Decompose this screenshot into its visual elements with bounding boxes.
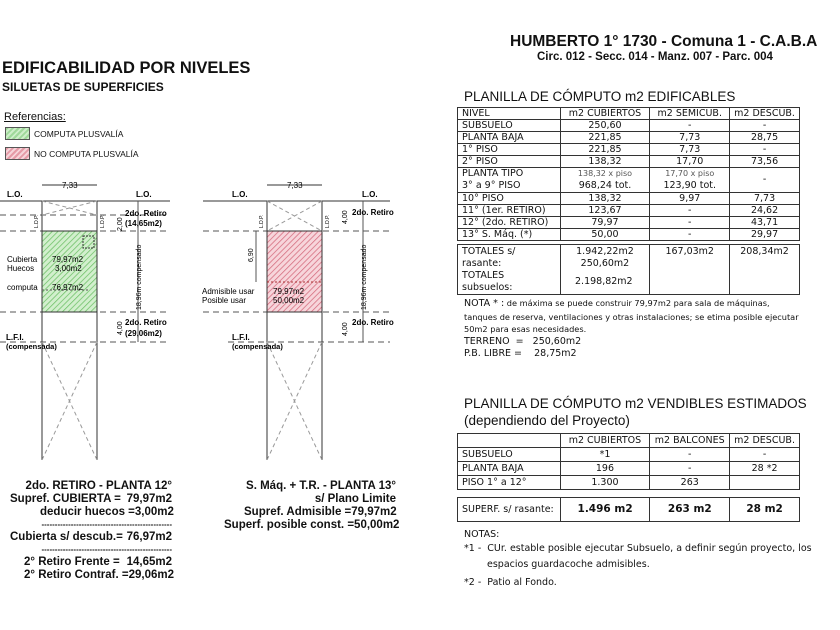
totals-label: TOTALES subsuelos:: [462, 270, 513, 293]
separator: -------------------------------------------------: [41, 545, 172, 554]
svg-text:79,97m2: 79,97m2: [273, 287, 305, 296]
cell-line: 123,90 tot.: [663, 180, 717, 191]
table-cell: -: [730, 448, 800, 462]
table-cell: 138,32: [560, 193, 650, 205]
table-cell: 2° PISO: [458, 156, 561, 168]
legend-label-red: NO COMPUTA PLUSVALÍA: [34, 149, 139, 159]
totals-value: 1.942,22m2: [576, 246, 634, 257]
table-cell: 263: [650, 476, 730, 490]
svg-text:76,97m2: 76,97m2: [52, 283, 84, 292]
table-cell: 250,60: [560, 120, 650, 132]
summary-label: Supref. Admisible =: [244, 506, 352, 518]
table-edificables: [457, 107, 800, 241]
table-cell: -: [650, 120, 730, 132]
svg-text:7,33: 7,33: [62, 181, 78, 190]
summary-label: Supref. CUBIERTA =: [10, 493, 121, 505]
table-cell: -: [650, 229, 730, 241]
table-row: [458, 156, 800, 168]
table-cell: 17,70: [650, 156, 730, 168]
table-cell: 123,67: [560, 205, 650, 217]
summary-title: 2do. RETIRO - PLANTA 12°: [25, 480, 172, 492]
cell-line: -: [762, 174, 767, 185]
page-subtitle: SILUETAS DE SUPERFICIES: [2, 80, 164, 94]
terreno: TERRENO = 250,60m2: [464, 336, 582, 347]
svg-text:(29,06m2): (29,06m2): [125, 329, 162, 338]
table2-title: PLANILLA DE CÓMPUTO m2 VENDIBLES ESTIMADOS: [464, 396, 807, 411]
table-cell: 1° PISO: [458, 144, 561, 156]
svg-text:L.O.: L.O.: [7, 190, 23, 199]
svg-text:L.D.P.: L.D.P.: [259, 214, 265, 228]
svg-text:4,00: 4,00: [342, 210, 349, 224]
table-cell: 196: [560, 462, 650, 476]
table-cell: -: [650, 217, 730, 229]
table-cell: PLANTA BAJA: [458, 462, 561, 476]
table-cell: m2 CUBIERTOS: [560, 434, 650, 448]
svg-text:6,90: 6,90: [248, 248, 255, 262]
legend-title: Referencias:: [4, 111, 66, 123]
table-cell: 29,97: [730, 229, 800, 241]
nota: [464, 297, 804, 336]
table-cell: m2 SEMICUB.: [650, 108, 730, 120]
summary-label: Superf. posible const. =: [224, 519, 355, 531]
table-row: [458, 205, 800, 217]
cell-line: PLANTA TIPO: [462, 168, 524, 179]
table2-subtitle: (dependiendo del Proyecto): [464, 413, 630, 428]
nota-1-cont: espacios guardacoche admisibles.: [487, 559, 650, 570]
table-cell: *1: [560, 448, 650, 462]
table-cell: 11° (1er. RETIRO): [458, 205, 561, 217]
svg-text:18,96m compensado: 18,96m compensado: [136, 244, 143, 310]
totals-value: 1.496 m2: [560, 498, 650, 522]
svg-text:2,00: 2,00: [117, 217, 124, 231]
summary-value: 76,97m2: [126, 531, 172, 543]
separator: -------------------------------------------------: [41, 520, 172, 529]
svg-text:Huecos: Huecos: [7, 264, 35, 273]
table-cell: [730, 168, 800, 193]
table-row: [458, 132, 800, 144]
table-cell: SUBSUELO: [458, 448, 561, 462]
totals-label: TOTALES s/ rasante:: [462, 246, 516, 269]
svg-text:Cubierta: Cubierta: [7, 255, 38, 264]
nota-text: de máxima se puede construir 79,97m2 para sala de máquinas, tanques de reserva, ventilaciones y otras instalaciones; se etima posible ejecutar 50m2 para esas necesidades.: [464, 298, 799, 334]
property-title: HUMBERTO 1° 1730 - Comuna 1 - C.A.B.A: [510, 33, 818, 50]
table-cell: 12° (2do. RETIRO): [458, 217, 561, 229]
table-cell: NIVEL: [458, 108, 561, 120]
table-row: [458, 193, 800, 205]
nota-1: *1 - CUr. estable posible ejecutar Subsuelo, a definir según proyecto, los: [464, 543, 812, 554]
table-row: [458, 108, 800, 120]
svg-text:2do. Retiro: 2do. Retiro: [352, 208, 394, 217]
table-cell: PLANTA BAJA: [458, 132, 561, 144]
cell-line: 3° a 9° PISO: [462, 180, 521, 191]
table-row: [458, 168, 800, 193]
table-cell: PISO 1° a 12°: [458, 476, 561, 490]
page-title: EDIFICABILIDAD POR NIVELES: [2, 59, 251, 77]
table-row: [458, 476, 800, 490]
svg-text:2do. Retiro: 2do. Retiro: [125, 209, 167, 218]
notas-title: NOTAS:: [464, 529, 500, 540]
grand-total: 2.198,82m2: [575, 276, 633, 287]
table-cell: [650, 168, 730, 193]
table-row: [458, 120, 800, 132]
cell-line: 17,70 x piso: [665, 169, 715, 178]
silhouette-drawings: [0, 170, 420, 470]
summary-label: Cubierta s/ descub.=: [10, 531, 123, 543]
totals-value: 250,60m2: [580, 258, 630, 269]
table-cell: m2 CUBIERTOS: [560, 108, 650, 120]
svg-text:(compensada): (compensada): [6, 342, 57, 351]
table-cell: 9,97: [650, 193, 730, 205]
nota-2: *2 - Patio al Fondo.: [464, 577, 557, 588]
svg-text:L.F.I.: L.F.I.: [6, 333, 24, 342]
cadastral-reference: Circ. 012 - Secc. 014 - Manz. 007 - Parc. 004: [537, 51, 773, 63]
table-cell: 73,56: [730, 156, 800, 168]
table-cell: [560, 168, 650, 193]
svg-text:L.D.P.: L.D.P.: [325, 214, 331, 228]
svg-text:L.O.: L.O.: [136, 190, 152, 199]
summary-value: 50,00m2: [354, 519, 400, 531]
table-row: [458, 144, 800, 156]
table-cell: 1.300: [560, 476, 650, 490]
nota-label: NOTA * :: [464, 298, 505, 309]
table-cell: 7,73: [650, 144, 730, 156]
legend-swatch-green: [5, 127, 30, 140]
summary-title: S. Máq. + T.R. - PLANTA 13°: [246, 480, 396, 492]
table-cell: 10° PISO: [458, 193, 561, 205]
pb-libre: P.B. LIBRE = 28,75m2: [464, 348, 577, 359]
table-cell: -: [650, 205, 730, 217]
table-cell: m2 DESCUB.: [730, 108, 800, 120]
svg-text:L.D.P.: L.D.P.: [34, 214, 40, 228]
table-row: [458, 462, 800, 476]
table-row: [458, 434, 800, 448]
table-row: [458, 229, 800, 241]
summary-value: 79,97m2: [351, 506, 397, 518]
table-cell: 7,73: [730, 193, 800, 205]
table-cell: -: [730, 144, 800, 156]
summary-label: 2° Retiro Contraf. =: [24, 569, 129, 581]
svg-text:computa: computa: [7, 283, 38, 292]
table-cell: m2 DESCUB.: [730, 434, 800, 448]
table-cell: -: [650, 448, 730, 462]
table-cell: [458, 168, 561, 193]
table-cell: [730, 476, 800, 490]
summary-value: 29,06m2: [128, 569, 175, 581]
table-row: [458, 448, 800, 462]
cell-line: 138,32 x piso: [577, 169, 633, 178]
svg-text:4,00: 4,00: [342, 322, 349, 336]
table-cell: 221,85: [560, 144, 650, 156]
svg-text:2do. Retiro: 2do. Retiro: [125, 318, 167, 327]
svg-text:4,00: 4,00: [117, 321, 124, 335]
table-cell: 50,00: [560, 229, 650, 241]
svg-text:L.D.P.: L.D.P.: [100, 214, 106, 228]
table1-title: PLANILLA DE CÓMPUTO m2 EDIFICABLES: [464, 89, 736, 104]
table-vendibles: [457, 433, 800, 490]
totals-value: 208,34m2: [730, 245, 800, 295]
cell-line: 968,24 tot.: [578, 180, 632, 191]
table-cell: SUBSUELO: [458, 120, 561, 132]
summary-planta-13: [224, 480, 400, 532]
summary-label: 2° Retiro Frente =: [24, 556, 120, 568]
svg-text:Posible usar: Posible usar: [202, 296, 247, 305]
summary-value: 79,97m2: [126, 493, 172, 505]
table-cell: -: [650, 462, 730, 476]
table-cell: 24,62: [730, 205, 800, 217]
table-cell: 43,71: [730, 217, 800, 229]
svg-text:7,33: 7,33: [287, 181, 303, 190]
drawing-planta-13: [202, 181, 394, 460]
table-cell: -: [730, 120, 800, 132]
svg-text:50,00m2: 50,00m2: [273, 296, 305, 305]
totals-label: SUPERF. s/ rasante:: [458, 498, 561, 522]
table-cell: 13° S. Máq. (*): [458, 229, 561, 241]
table-cell: m2 BALCONES: [650, 434, 730, 448]
svg-text:L.O.: L.O.: [232, 190, 248, 199]
legend-swatch-red: [5, 147, 30, 160]
table-cell: 28,75: [730, 132, 800, 144]
totals-value: 28 m2: [730, 498, 800, 522]
svg-text:2do. Retiro: 2do. Retiro: [352, 318, 394, 327]
table-vendibles-totals: [457, 497, 800, 522]
totals-value: 263 m2: [650, 498, 730, 522]
summary-subtitle: s/ Plano Limite: [314, 493, 396, 505]
summary-value: 14,65m2: [126, 556, 172, 568]
svg-text:18,96m compensado: 18,96m compensado: [361, 244, 368, 310]
table-cell: 79,97: [560, 217, 650, 229]
summary-label: deducir huecos =: [40, 506, 135, 518]
summary-planta-12: [10, 480, 175, 582]
drawing-planta-12: [0, 181, 170, 460]
table-cell: 7,73: [650, 132, 730, 144]
svg-text:3,00m2: 3,00m2: [55, 264, 82, 273]
table-cell: [458, 434, 561, 448]
summary-value: 3,00m2: [134, 506, 174, 518]
svg-text:79,97m2: 79,97m2: [52, 255, 84, 264]
table-cell: 28 *2: [730, 462, 800, 476]
table-edificables-totals: [457, 244, 800, 295]
svg-text:Admisible usar: Admisible usar: [202, 287, 255, 296]
table-cell: 138,32: [560, 156, 650, 168]
svg-text:L.O.: L.O.: [362, 190, 378, 199]
table-cell: 221,85: [560, 132, 650, 144]
svg-text:(compensada): (compensada): [232, 342, 283, 351]
table-row: [458, 217, 800, 229]
svg-text:(14,65m2): (14,65m2): [125, 219, 162, 228]
legend-label-green: COMPUTA PLUSVALÍA: [34, 129, 124, 139]
svg-text:L.F.I.: L.F.I.: [232, 333, 250, 342]
totals-value: 167,03m2: [650, 245, 730, 295]
